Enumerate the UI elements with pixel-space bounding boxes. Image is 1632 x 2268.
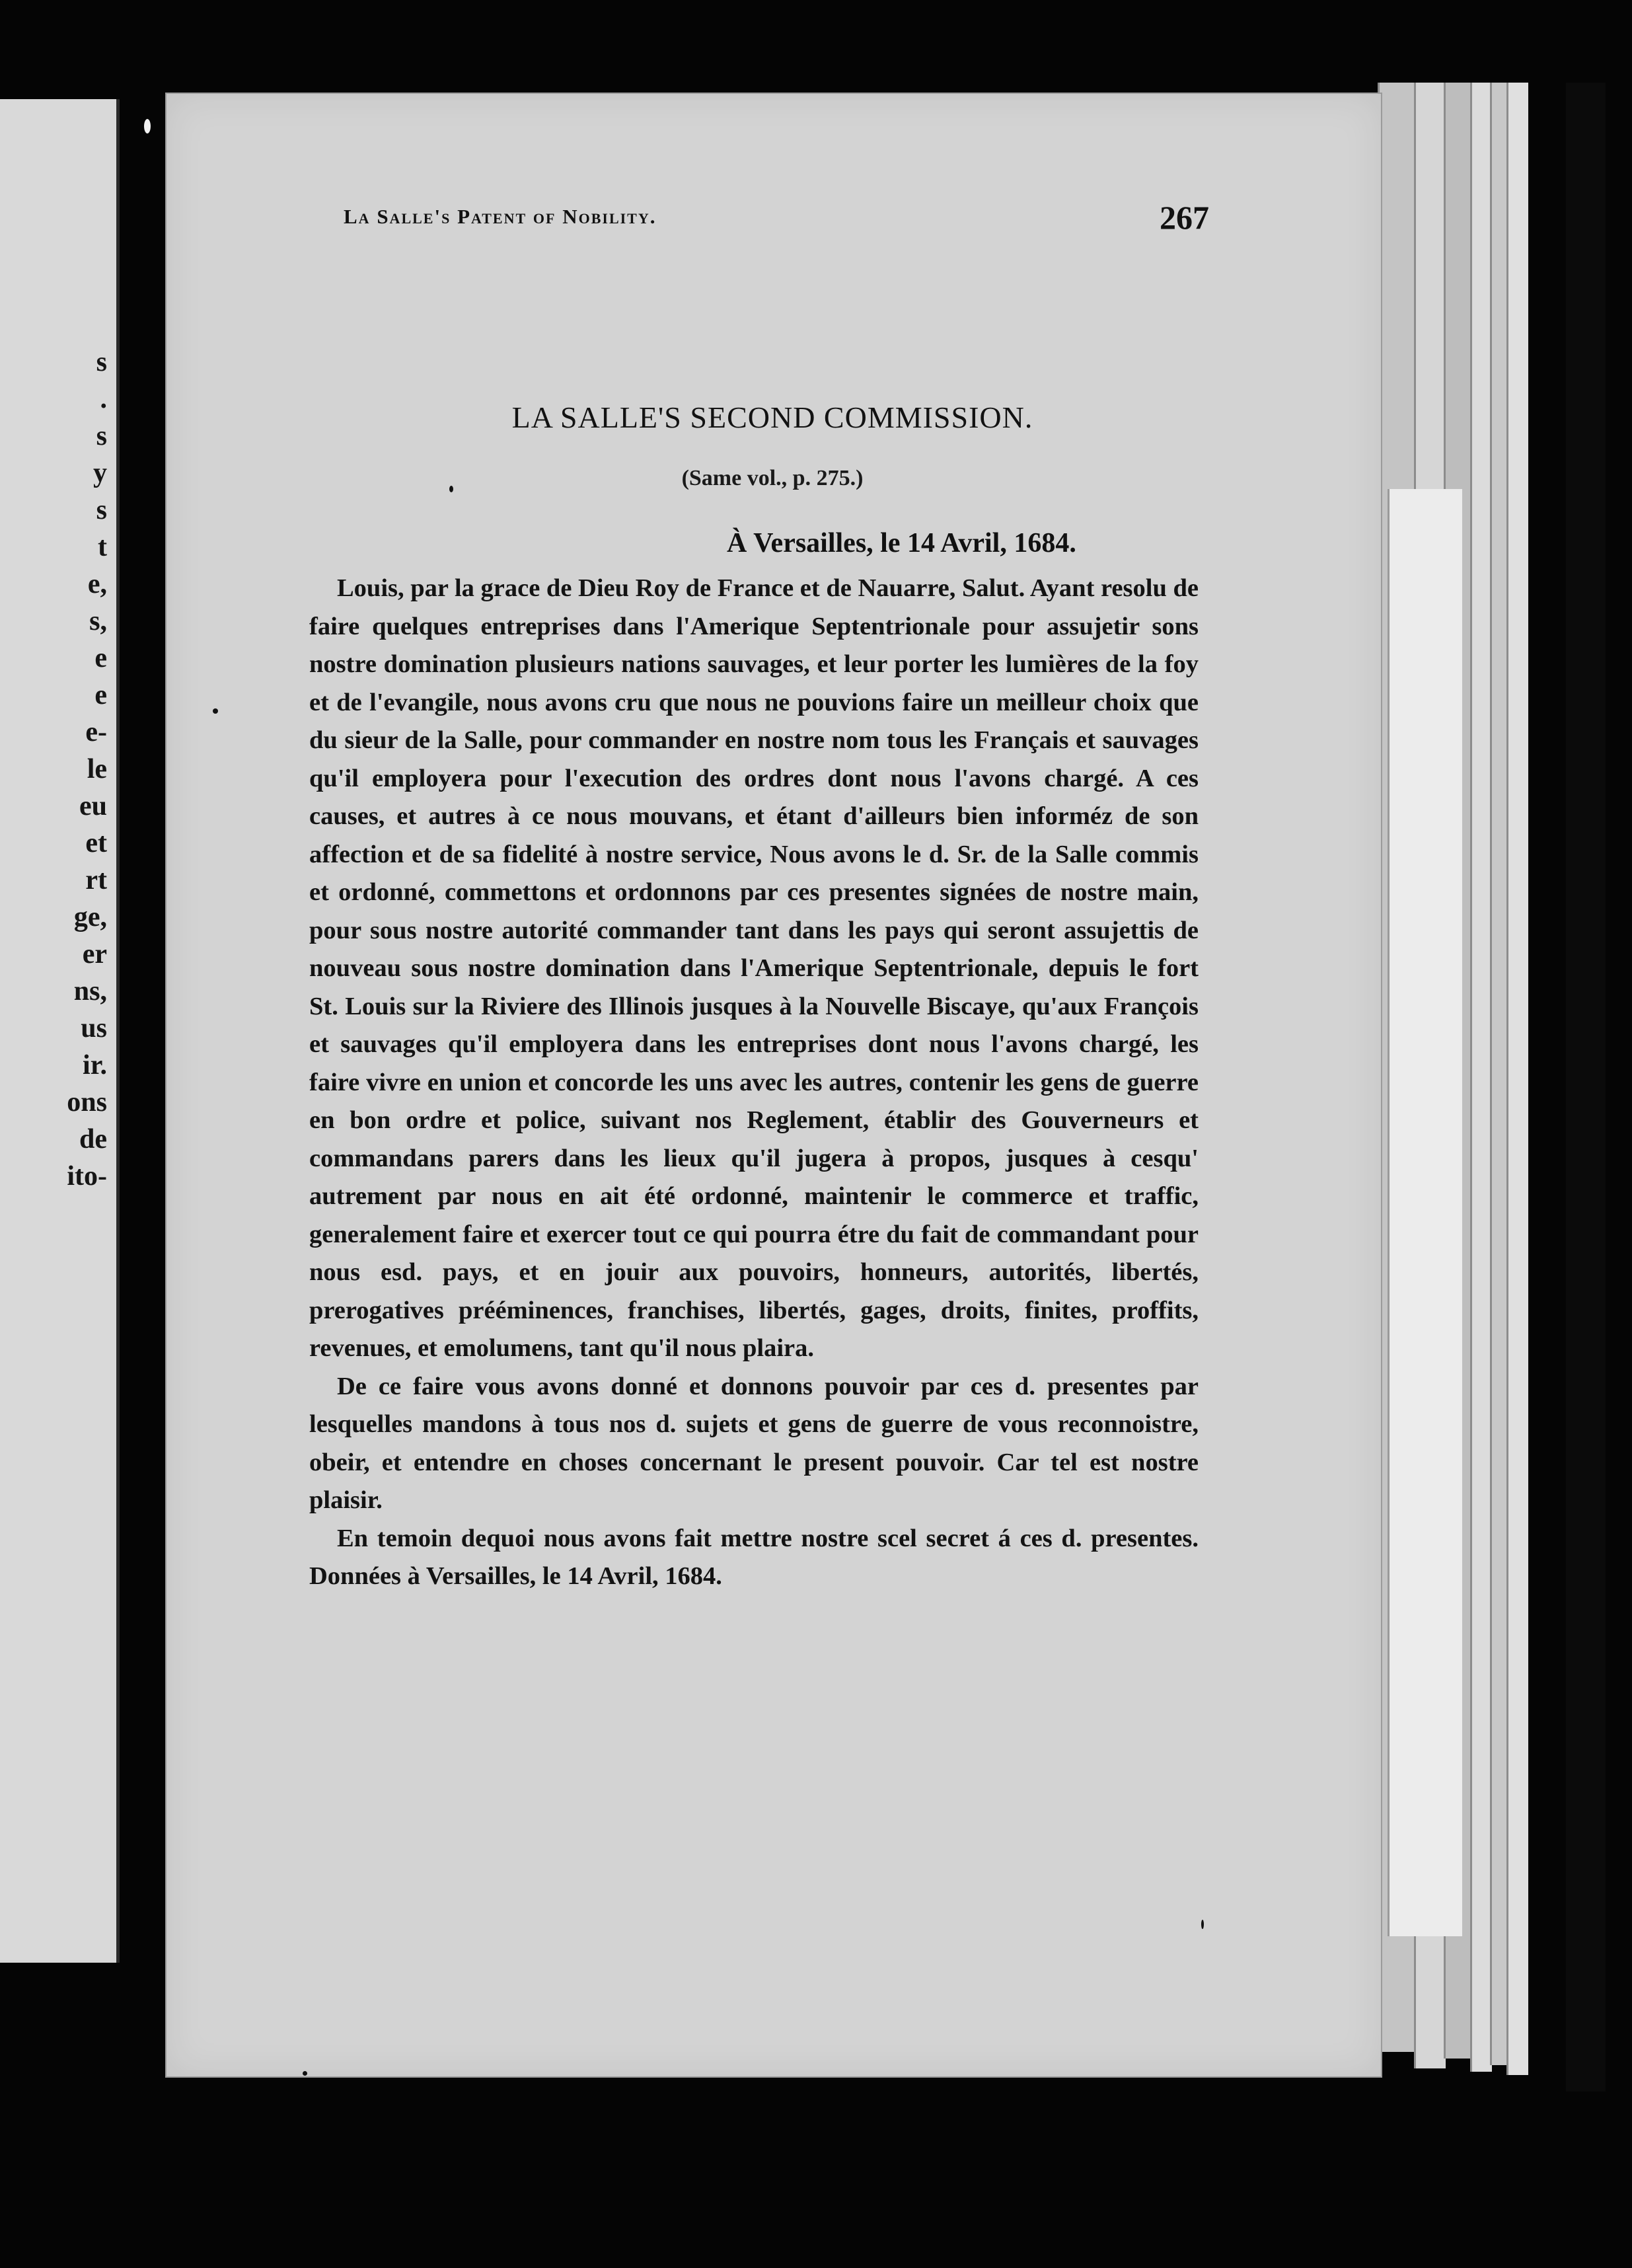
facing-page-fragment: e, bbox=[87, 569, 107, 599]
print-speck bbox=[213, 708, 218, 714]
facing-page-fragment: et bbox=[85, 828, 107, 858]
paragraph: De ce faire vous avons donné et donnons pouvoir par ces d. presentes par lesquelles mandons à tous nos d. sujets et gens de guerre de vous reconnoistre, obeir, et entendre en choses concernant le present pouvoir. Car tel est nostre plaisir. bbox=[309, 1372, 1199, 1514]
print-speck bbox=[1201, 1920, 1204, 1929]
body-text bbox=[309, 570, 1199, 1596]
facing-page-fragment: s bbox=[96, 347, 107, 377]
page-leaf bbox=[1490, 83, 1508, 2065]
facing-page-fragment: ito- bbox=[67, 1161, 107, 1191]
facing-page-fragment: er bbox=[82, 939, 107, 969]
print-speck bbox=[303, 2071, 307, 2076]
section-title: LA SALLE'S SECOND COMMISSION. bbox=[511, 400, 1033, 434]
running-head-title: La Salle's Patent of Nobility. bbox=[344, 205, 657, 228]
paragraph: Louis, par la grace de Dieu Roy de France et de Nauarre, Salut. Ayant resolu de faire quelques entreprises dans l'Amerique Septentrionale pour assujetir sons nostre domination plusieurs nations sauvages, et leur porter les lumières de la foy et de l'evangile, nous avons cru que nous ne pouvions faire un meilleur choix que du sieur de la Salle, pour commander en nostre nom tous les Français et sauvages qu'il employera pour l'execution des ordres dont nous l'avons chargé. A ces causes, et autres à ce nous mouvans, et étant d'ailleurs bien informéz de son affection et de sa fidelité à nostre service, Nous avons le d. Sr. de la Salle commis et ordonné, commettons et ordonnons par ces presentes signées de nostre main, pour sous nostre autorité commander tant dans les pays qui seront assujettis de nouveau sous nostre domination dans l'Amerique Septentrionale, depuis le fort St. Louis sur la Riviere des Illinois jusques à la Nouvelle Biscaye, qu'aux François et sauvages qu'il employera dans les entreprises dont nous l'avons chargé, les faire vivre en union et concorde les uns avec les autres, contenir les gens de guerre en bon ordre et police, suivant nos Reglement, établir des Gouverneurs et commandans parers dans les lieux qu'il jugera à propos, jusques à cesqu' autrement par nous en ait été ordonné, maintenir le commerce et traffic, generalement faire et exercer tout ce qui pourra étre du fait de commandant pour nous esd. pays, et en jouir aux pouvoirs, honneurs, autorités, libertés, prerogatives prééminences, franchises, libertés, gages, droits, finites, proffits, revenues, et emolumens, tant qu'il nous plaira. bbox=[309, 574, 1199, 1362]
page-leaf bbox=[1506, 83, 1528, 2075]
facing-page-fragment: . bbox=[100, 384, 107, 414]
print-speck bbox=[144, 119, 151, 133]
facing-page-fragment: ons bbox=[67, 1087, 107, 1117]
facing-page-text-fragments bbox=[67, 344, 107, 1195]
facing-page-fragment: rt bbox=[85, 865, 107, 895]
facing-page-fragment: eu bbox=[79, 791, 107, 821]
facing-page-fragment: de bbox=[79, 1124, 107, 1154]
page-number: 267 bbox=[1160, 199, 1209, 236]
page-leaf bbox=[1470, 83, 1492, 2072]
facing-page-fragment: ns, bbox=[73, 976, 107, 1006]
facing-page-edge bbox=[0, 99, 120, 1963]
facing-page-fragment: s bbox=[96, 495, 107, 525]
source-note: (Same vol., p. 275.) bbox=[681, 466, 864, 490]
running-head bbox=[344, 198, 1209, 238]
facing-page-fragment: ir. bbox=[83, 1050, 107, 1080]
scan-background-edge bbox=[1566, 83, 1606, 2092]
facing-page-fragment: t bbox=[98, 532, 107, 562]
facing-page-fragment: s bbox=[96, 421, 107, 451]
facing-page-fragment: s, bbox=[89, 606, 107, 636]
facing-page-fragment: us bbox=[81, 1013, 107, 1043]
dateline: À Versailles, le 14 Avril, 1684. bbox=[727, 528, 1076, 558]
facing-page-fragment: y bbox=[93, 458, 107, 488]
paragraph: En temoin dequoi nous avons fait mettre nostre scel secret á ces d. presentes. Données à Versailles, le 14 Avril, 1684. bbox=[309, 1524, 1199, 1590]
facing-page-fragment: e bbox=[94, 643, 107, 673]
facing-page-fragment: e- bbox=[85, 717, 107, 747]
facing-page-fragment: e bbox=[94, 680, 107, 710]
facing-page-fragment: le bbox=[87, 754, 107, 784]
page-leaf-light bbox=[1388, 489, 1462, 1936]
facing-page-fragment: ge, bbox=[73, 902, 107, 932]
print-speck bbox=[449, 486, 453, 492]
